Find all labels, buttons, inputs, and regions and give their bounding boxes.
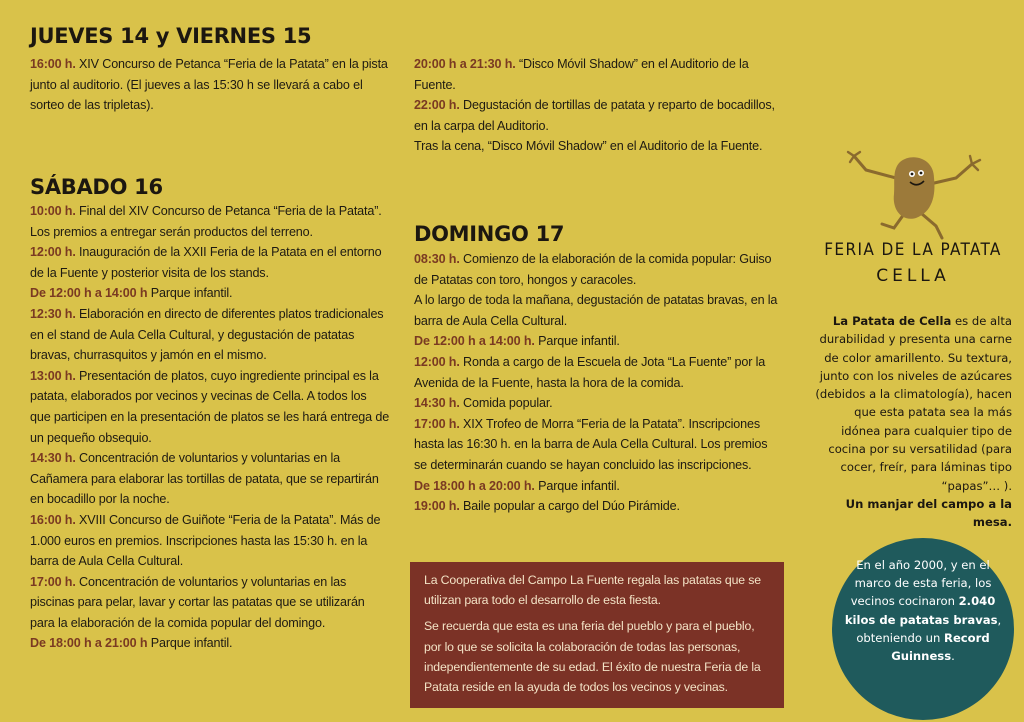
record-post: . bbox=[951, 649, 955, 664]
event-text: Inauguración de la XXII Feria de la Patata en el entorno de la Fuente y posterior visita de los stands. bbox=[30, 245, 382, 280]
event-text: Comida popular. bbox=[459, 396, 553, 411]
event-item bbox=[414, 331, 778, 352]
event-time: De 12:00 h a 14:00 h bbox=[30, 286, 148, 301]
event-time: 12:00 h. bbox=[30, 245, 76, 260]
potato-description bbox=[812, 312, 1012, 532]
event-text: A lo largo de toda la mañana, degustación de patatas bravas, en la barra de Aula Cella Cultural. bbox=[414, 293, 778, 328]
domingo-events bbox=[414, 249, 778, 517]
event-item bbox=[414, 496, 778, 517]
event-time: De 18:00 h a 20:00 h. bbox=[414, 478, 535, 493]
description-tagline: Un manjar del campo a la mesa. bbox=[845, 496, 1012, 530]
event-item bbox=[414, 136, 778, 157]
event-text: Parque infantil. bbox=[534, 334, 620, 349]
event-text: “Disco Móvil Shadow” en el Auditorio de la Fuente. bbox=[414, 57, 749, 92]
event-item bbox=[30, 201, 390, 242]
event-item bbox=[414, 414, 778, 476]
event-time: 22:00 h. bbox=[414, 98, 460, 113]
event-time: 13:00 h. bbox=[30, 368, 76, 383]
notice-paragraph-2: Se recuerda que esta es una feria del pueblo y para el pueblo, por lo que se solicita la colaboración de todas las personas, independientemente de su edad. El éxito de nuestra Feria de la Patata reside en la ayuda de todos los vecinos y vecinas. bbox=[424, 619, 761, 695]
event-text: XIX Trofeo de Morra “Feria de la Patata”. Inscripciones hasta las 16:30 h. en la barra de Aula Cella Cultural. Los premios se determinarán cuando se hayan concluido las inscripciones. bbox=[414, 416, 768, 472]
event-item bbox=[30, 633, 390, 654]
event-time: 14:30 h. bbox=[414, 396, 460, 411]
event-time: 10:00 h. bbox=[30, 204, 76, 218]
event-time: 16:00 h. bbox=[30, 57, 76, 71]
event-text: Final del XIV Concurso de Petanca “Feria de la Patata”. Los premios a entregar serán productos del terreno. bbox=[30, 204, 382, 239]
notice-paragraph-1: La Cooperativa del Campo La Fuente regala las patatas que se utilizan para todo el desarrollo de esta fiesta. bbox=[424, 573, 761, 608]
event-time: 16:00 h. bbox=[30, 512, 76, 527]
description-lead: La Patata de Cella bbox=[832, 314, 952, 328]
event-text: Baile popular a cargo del Dúo Pirámide. bbox=[459, 499, 680, 514]
event-text: Concentración de voluntarios y voluntarias en la Cañamera para elaborar las tortillas de patata, que se repartirán en bocadillo por la noche. bbox=[30, 451, 379, 507]
event-item bbox=[30, 572, 390, 634]
dancing-potato-icon bbox=[808, 148, 1018, 240]
event-text: Parque infantil. bbox=[147, 636, 233, 651]
event-item bbox=[30, 54, 390, 116]
event-text: Parque infantil. bbox=[147, 286, 233, 301]
description-body: es de alta durabilidad y presenta una carne de color amarillento. Su textura, junto con los niveles de azúcares (debidos a la climatología), hacen que esta patata sea la más idónea para cualquier tipo de cocina por su versatilidad (para cocer, freír, para láminas tipo “papas”… ). bbox=[815, 314, 1012, 493]
event-text: Elaboración en directo de diferentes platos tradicionales en el stand de Aula Cella Cultural, y degustación de patatas bravas, churrasquitos y jamón en el mismo. bbox=[30, 306, 384, 363]
event-time: 12:30 h. bbox=[30, 306, 76, 321]
event-time: 12:00 h. bbox=[414, 354, 460, 369]
event-text: Concentración de voluntarios y voluntarias en las piscinas para pelar, lavar y cortar las patatas que se utilizarán para la elaboración de la comida popular del domingo. bbox=[30, 574, 365, 630]
record-mid: , obteniendo un bbox=[856, 612, 1002, 645]
heading-sabado: SÁBADO 16 bbox=[30, 175, 163, 199]
event-item bbox=[30, 283, 390, 304]
cooperative-notice bbox=[410, 562, 784, 708]
event-item bbox=[414, 290, 778, 331]
guinness-record-badge bbox=[832, 538, 1014, 720]
event-text: Comienzo de la elaboración de la comida popular: Guiso de Patatas con toro, hongos y caracoles. bbox=[414, 252, 772, 287]
sabado-evening-events bbox=[414, 54, 778, 157]
logo-title: FERIA DE LA PATATA bbox=[824, 240, 1002, 260]
event-text: Ronda a cargo de la Escuela de Jota “La Fuente” por la Avenida de la Fuente, hasta la hora de la comida. bbox=[414, 354, 766, 390]
heading-domingo: DOMINGO 17 bbox=[414, 222, 565, 246]
event-text: XVIII Concurso de Guiñote “Feria de la Patata”. Más de 1.000 euros en premios. Inscripciones hasta las 15:30 h. en la barra de Aula Cella Cultural. bbox=[30, 512, 381, 569]
event-text: XIV Concurso de Petanca “Feria de la Patata” en la pista junto al auditorio. (El jueves a las 15:30 h se llevará a cabo el sorteo de las tripletas). bbox=[30, 57, 388, 113]
event-time: 19:00 h. bbox=[414, 499, 460, 514]
sabado-events bbox=[30, 201, 390, 654]
event-item bbox=[414, 54, 778, 95]
event-text: Degustación de tortillas de patata y reparto de bocadillos, en la carpa del Auditorio. bbox=[414, 98, 775, 133]
event-time: 14:30 h. bbox=[30, 451, 76, 466]
event-item bbox=[414, 393, 778, 414]
jueves-events bbox=[30, 54, 390, 116]
event-item bbox=[30, 448, 390, 510]
event-time: De 18:00 h a 21:00 h bbox=[30, 636, 148, 651]
event-text: Presentación de platos, cuyo ingrediente principal es la patata, elaborados por vecinos y vecinas de Cella. A todos los que participen en la presentación de platos se les hará entrega de un pequeño obsequio. bbox=[30, 368, 390, 445]
event-time: 17:00 h. bbox=[30, 574, 76, 589]
logo-subtitle: CELLA bbox=[876, 266, 950, 286]
event-item bbox=[414, 249, 778, 290]
event-time: 08:30 h. bbox=[414, 252, 460, 266]
event-time: 17:00 h. bbox=[414, 416, 460, 431]
event-item bbox=[414, 352, 778, 393]
record-pre: En el año 2000, y en el marco de esta feria, los vecinos cocinaron bbox=[850, 558, 992, 609]
event-item bbox=[30, 366, 390, 448]
record-title: Record Guinness bbox=[891, 630, 990, 664]
event-item bbox=[30, 304, 390, 366]
feria-logo bbox=[808, 148, 1018, 298]
event-time: 20:00 h a 21:30 h. bbox=[414, 57, 516, 71]
event-item bbox=[30, 242, 390, 283]
record-amount: 2.040 kilos de patatas bravas bbox=[844, 594, 998, 627]
heading-jueves: JUEVES 14 y VIERNES 15 bbox=[30, 24, 312, 48]
event-item bbox=[414, 95, 778, 136]
event-time: De 12:00 h a 14:00 h. bbox=[414, 334, 535, 349]
event-item bbox=[414, 476, 778, 497]
event-text: Parque infantil. bbox=[534, 478, 620, 493]
event-text: Tras la cena, “Disco Móvil Shadow” en el Auditorio de la Fuente. bbox=[414, 139, 763, 154]
event-item bbox=[30, 510, 390, 572]
